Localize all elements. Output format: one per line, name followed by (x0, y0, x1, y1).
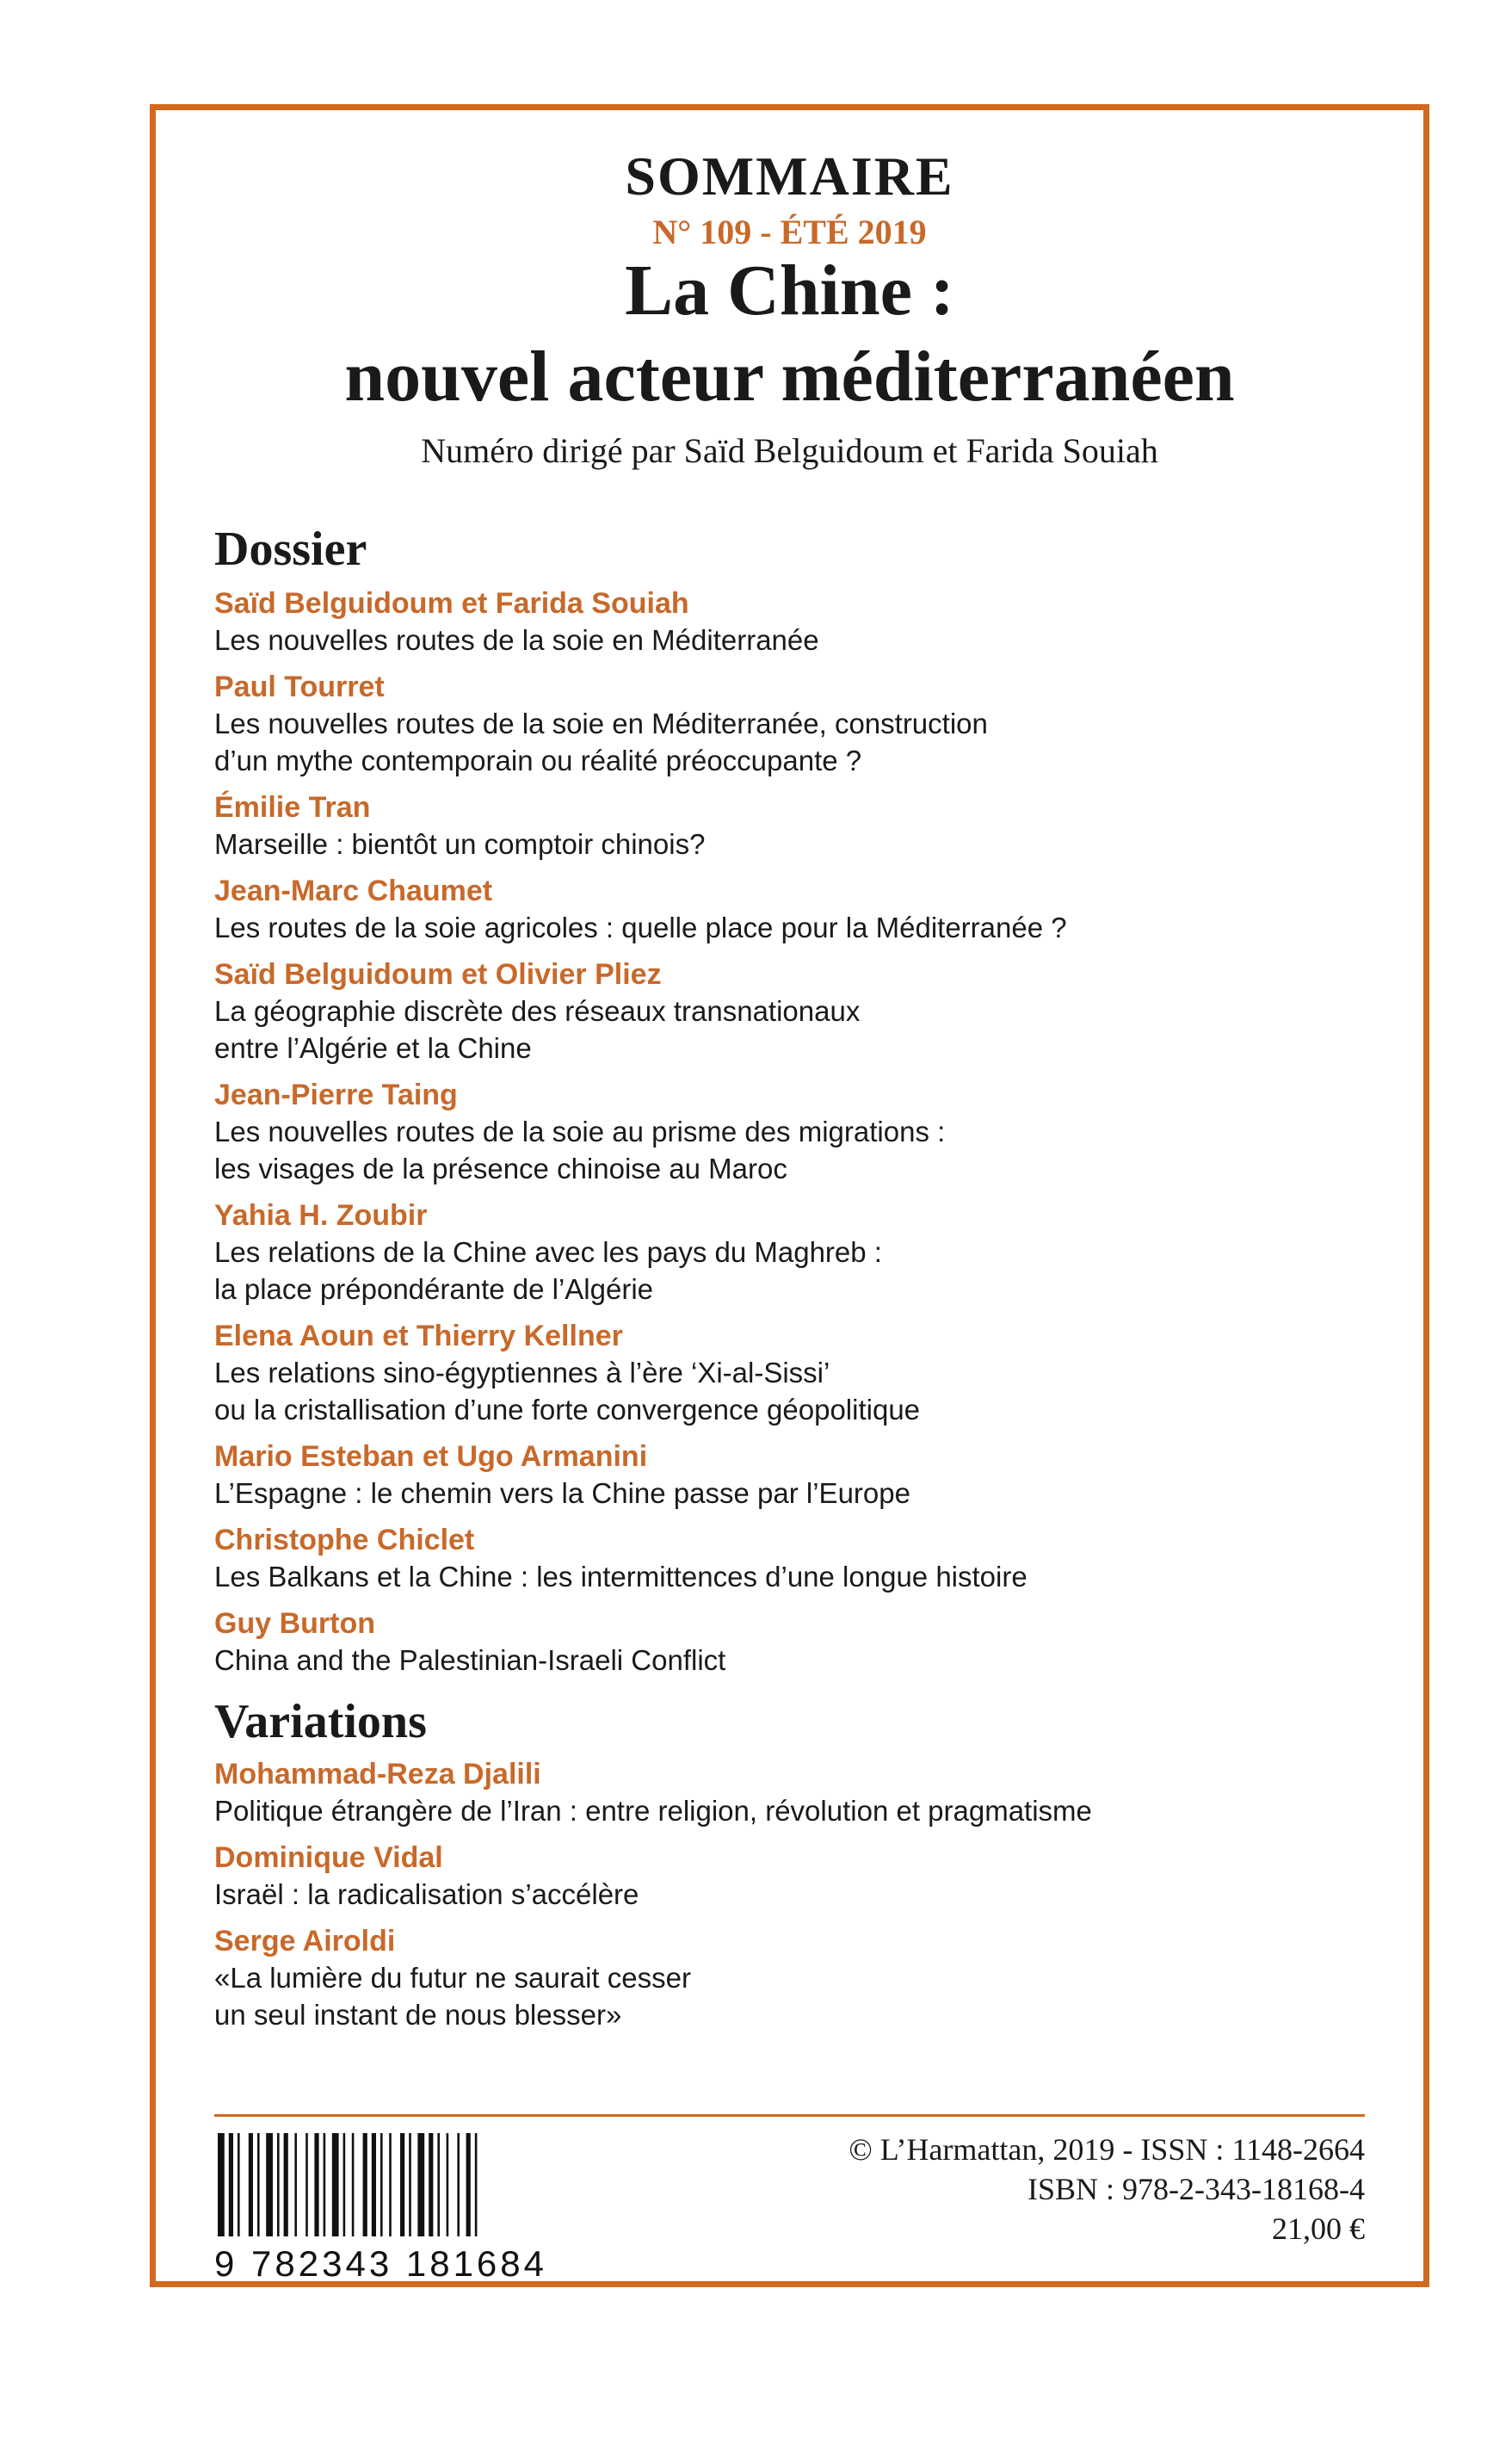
toc-entry (214, 1197, 1333, 1308)
toc-author: Guy Burton (214, 1607, 375, 1640)
variations-list (214, 1756, 1333, 2044)
barcode-digits: 9 782343 181684 (214, 2243, 547, 2284)
publisher-info (849, 2130, 1365, 2248)
toc-author: Mohammad-Reza Djalili (214, 1758, 541, 1791)
toc-author: Serge Airoldi (214, 1925, 396, 1957)
toc-author: Dominique Vidal (214, 1841, 443, 1874)
issue-byline: Numéro dirigé par Saïd Belguidoum et Farida Souiah (421, 431, 1158, 470)
toc-article-title: Israël : la radicalisation s’accélère (214, 1878, 639, 1910)
toc-article-title: Marseille : bientôt un comptoir chinois? (214, 828, 706, 860)
toc-entry (214, 956, 1333, 1067)
toc-author: Elena Aoun et Thierry Kellner (214, 1320, 623, 1352)
toc-entry (214, 1077, 1333, 1187)
toc-article-title: Les routes de la soie agricoles : quelle place pour la Méditerranée ? (214, 912, 1067, 943)
toc-article-title: Les nouvelles routes de la soie en Méditerranée (214, 624, 819, 656)
toc-entry (214, 585, 1333, 659)
toc-entry (214, 669, 1333, 779)
issue-title (156, 248, 1423, 420)
price-text: 21,00 € (1272, 2211, 1365, 2246)
toc-entry (214, 1438, 1333, 1512)
toc-entry (214, 1756, 1333, 1829)
toc-author: Mario Esteban et Ugo Armanini (214, 1440, 648, 1473)
issue-number: N° 109 - ÉTÉ 2019 (652, 213, 927, 251)
toc-entry (214, 873, 1333, 946)
toc-entry (214, 1318, 1333, 1428)
issue-title-line2: nouvel acteur méditerranéen (344, 337, 1235, 417)
copyright-text: © L’Harmattan, 2019 - ISSN : 1148-2664 (849, 2132, 1365, 2167)
toc-article-title: Les relations de la Chine avec les pays du Maghreb : la place prépondérante de l’Algérie (214, 1236, 882, 1305)
toc-article-title: Les nouvelles routes de la soie en Méditerranée, construction d’un mythe contemporain ou réalité préoccupante ? (214, 708, 988, 776)
toc-author: Paul Tourret (214, 671, 385, 703)
sommaire-heading: SOMMAIRE (625, 145, 954, 207)
toc-article-title: La géographie discrète des réseaux transnationaux entre l’Algérie et la Chine (214, 995, 861, 1064)
dossier-heading: Dossier (214, 523, 367, 576)
toc-entry (214, 1522, 1333, 1595)
footer-divider (214, 2114, 1365, 2117)
toc-article-title: L’Espagne : le chemin vers la Chine passe par l’Europe (214, 1477, 910, 1509)
barcode-image (214, 2133, 567, 2254)
toc-entry (214, 1923, 1333, 2033)
page-frame (150, 104, 1429, 2287)
toc-article-title: Politique étrangère de l’Iran : entre religion, révolution et pragmatisme (214, 1795, 1092, 1827)
isbn-text: ISBN : 978-2-343-18168-4 (1028, 2172, 1365, 2206)
toc-article-title: «La lumière du futur ne saurait cesser un seul instant de nous blesser» (214, 1962, 691, 2031)
toc-entry (214, 1840, 1333, 1913)
toc-article-title: Les nouvelles routes de la soie au prisme des migrations : les visages de la présence chinoise au Maroc (214, 1116, 946, 1184)
toc-entry (214, 1605, 1333, 1679)
toc-entry (214, 789, 1333, 863)
toc-author: Jean-Pierre Taing (214, 1079, 458, 1111)
toc-author: Christophe Chiclet (214, 1524, 475, 1556)
issue-title-line1: La Chine : (625, 250, 954, 331)
dossier-list (214, 585, 1333, 1689)
toc-author: Saïd Belguidoum et Olivier Pliez (214, 958, 662, 991)
toc-author: Yahia H. Zoubir (214, 1199, 428, 1232)
toc-author: Saïd Belguidoum et Farida Souiah (214, 587, 689, 620)
toc-article-title: Les Balkans et la Chine : les intermittences d’une longue histoire (214, 1561, 1028, 1593)
toc-author: Émilie Tran (214, 791, 371, 824)
toc-article-title: China and the Palestinian-Israeli Conflict (214, 1644, 726, 1676)
toc-article-title: Les relations sino-égyptiennes à l’ère ‘Xi-al-Sissi’ ou la cristallisation d’une forte convergence géopolitique (214, 1357, 921, 1426)
variations-heading: Variations (214, 1695, 427, 1748)
toc-author: Jean-Marc Chaumet (214, 875, 493, 907)
